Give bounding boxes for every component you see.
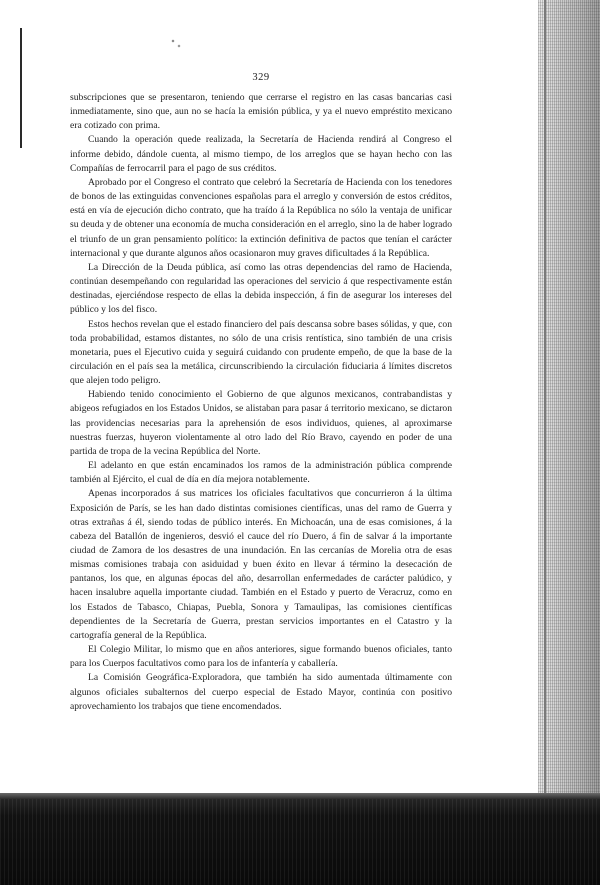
paragraph: La Dirección de la Deuda pública, así como las otras dependencias del ramo de Hacienda, continúan desempeñando con regularidad las operaciones del servicio á que respectivamente están destinadas, ejerciéndose respecto de ellas la debida inspección, á fin de asegurar los intereses del público y los del fisco. [70,261,452,316]
paragraph: Cuando la operación quede realizada, la Secretaría de Hacienda rendirá al Congreso el informe debido, dándole cuenta, al mismo tiempo, de los arreglos que se hayan hecho con las Compañías de ferrocarril para el pago de sus créditos. [70,134,452,174]
page-number: 329 [252,72,270,83]
paragraph: Aprobado por el Congreso el contrato que celebró la Secretaría de Hacienda con los tenedores de bonos de las extinguidas convenciones españolas para el arreglo y conversión de estos créditos, está en vía de ejecución dicho contrato, que ha traído á la República no sólo la ventaja de unificar su deuda y de obtener una economía de mucha consideración en el arreglo, sino la de haber logrado el triunfo de un gran pensamiento político: la extinción definitiva de pactos que tenían el carácter internacional y que durante algunos años ocasionaron muy graves dificultades á la República. [70,176,453,259]
scan-speck [170,38,184,50]
scan-bottom-shadow [0,793,600,885]
paragraph: La Comisión Geográfica-Exploradora, que también ha sido aumentada últimamente con algunos oficiales subalternos del cuerpo especial de Estado Mayor, continúa con positivo aprovechamiento los trabajos que tiene encomendados. [70,672,452,712]
paragraph: El adelanto en que están encaminados los ramos de la administración pública comprende también al Ejército, el cual de día en día mejora notablemente. [70,460,452,486]
paragraph: subscripciones que se presentaron, teniendo que cerrarse el registro en las casas bancarias casi inmediatamente, sino que, aun no se hacía la emisión pública, y ya el nuevo empréstito mexicano era cotizado con prima. [70,92,452,132]
scan-page-edge [538,0,600,885]
paragraph: Habiendo tenido conocimiento el Gobierno de que algunos mexicanos, contrabandistas y abigeos refugiados en los Estados Unidos, se alistaban para pasar á territorio mexicano, se dictaron las providencias necesarias para la aprehensión de esos individuos, quienes, al aproximarse nuestras fuerzas, huyeron violentamente al otro lado del Río Bravo, cayendo en poder de una partida de tropa de la vecina República del Norte. [70,389,452,457]
paragraph: El Colegio Militar, lo mismo que en años anteriores, sigue formando buenos oficiales, tanto para los Cuerpos facultativos como para los de infantería y caballería. [70,644,452,670]
scan-margin-line [20,28,22,148]
paragraph: Estos hechos revelan que el estado financiero del país descansa sobre bases sólidas, y que, con toda probabilidad, estamos distantes, no sólo de una crisis rentística, sino también de una crisis monetaria, pues el Ejecutivo cuida y seguirá cuidando con prudente empeño, de que la base de la circulación en el país sea la metálica, circunscribiendo la circulación fiduciaria á límites discretos que alejen todo peligro. [70,318,452,387]
paragraph: Apenas incorporados á sus matrices los oficiales facultativos que concurrieron á la última Exposición de París, se les han dado distintas comisiones científicas, unas del ramo de Guerra y otras extrañas á él, siendo todas de público interés. En Michoacán, una de esas comisiones, á la cabeza del Batallón de ingenieros, desvió el cauce del río Duero, á fin de salvar á la importante ciudad de Zamora de los desastres de una inundación. En las cercanías de Morelia otra de esas mismas comisiones trabaja con asiduidad y buen éxito en llevar á término la desecación de pantanos, los que, en algunas épocas del año, desarrollan enfermedades de carácter palúdico, y hacen insalubre aquella importante ciudad. También en el Estado y puerto de Veracruz, como en los Estados de Tabasco, Chiapas, Puebla, Sonora y Tamaulipas, las comisiones científicas dependientes de la Secretaría de Guerra, prestan servicios importantes en el Catastro y la cartografía general de la República. [70,488,452,641]
document-page [70,72,452,714]
